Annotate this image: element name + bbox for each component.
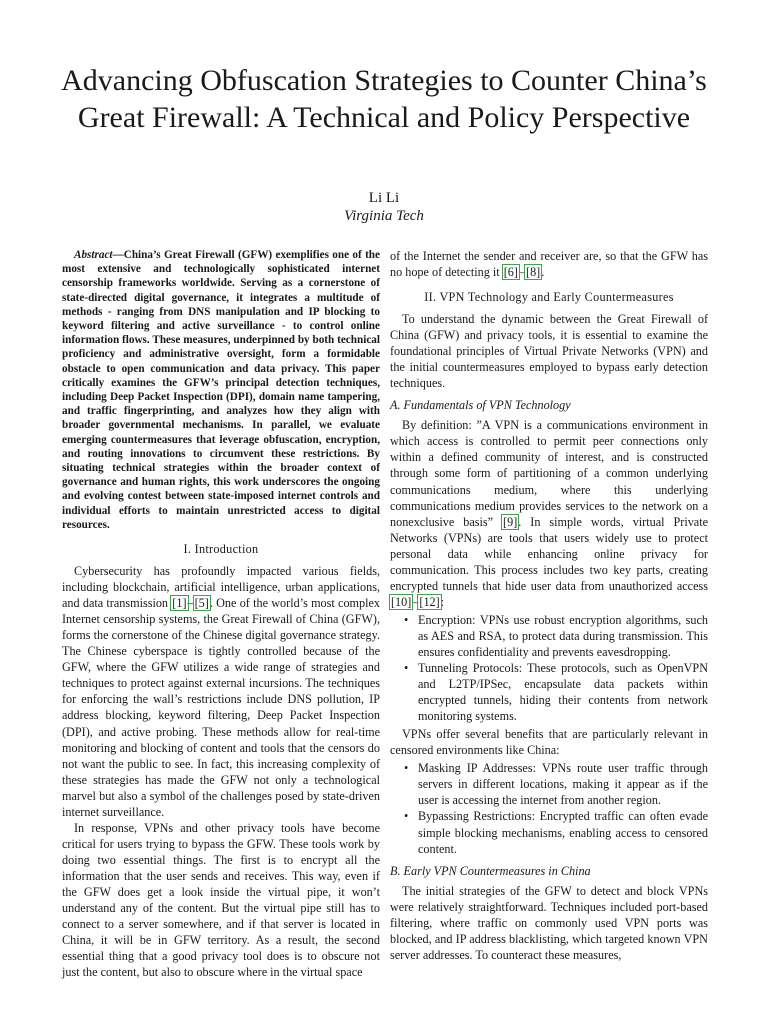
text-run: VPNs offer several benefits that are particularly relevant in censored environments like China: — [390, 727, 708, 758]
subsection-heading-early-countermeasures: B. Early VPN Countermeasures in China — [390, 863, 591, 878]
list-item — [404, 808, 708, 856]
abstract — [62, 248, 380, 532]
text-run: – — [187, 596, 194, 611]
bullet-icon: • — [404, 809, 409, 824]
citation-link[interactable]: [1] — [172, 596, 187, 611]
text-run: Cybersecurity has profoundly impacted various fields, including blockchain, artificial intelligence, urban applications, and data transmission — [62, 564, 380, 611]
text-run: of the Internet the sender and receiver are, so that the GFW has no hope of detecting it — [390, 249, 708, 280]
fundamentals-paragraph-2 — [390, 726, 708, 758]
text-run: To understand the dynamic between the Great Firewall of China (GFW) and privacy tools, it is essential to examine the foundational principles of Virtual Private Networks (VPN) and the initial countermeasures employed to bypass early detection techniques. — [390, 312, 708, 391]
vpn-feature-list — [390, 612, 708, 724]
author-affiliation: Virginia Tech — [344, 208, 424, 224]
author-name: Li Li — [368, 190, 400, 206]
abstract-text: China’s Great Firewall (GFW) exemplifies one of the most extensive and technologically sophisticated internet censorship frameworks worldwide. Serving as a cornerstone of state-directed digital governance, it integrates a multitude of methods - ranging from DNS manipulation and IP blocking to keyword filtering and active surveillance - to control online information flows. These measures, underpinned by both technical proficiency and administrative oversight, form a formidable obstacle to open communication and data privacy. This paper critically examines the GFW’s principal detection techniques, including Deep Packet Inspection (DPI), domain name tampering, and traffic fingerprinting, and analyzes how they align with broader governmental mechanisms. In parallel, we evaluate emerging countermeasures that leverage obfuscation, encryption, and routing innovations to circumvent these restrictions. By situating technical strategies within the broader context of governance and human rights, this work underscores the ongoing and evolving contest between state-imposed internet controls and individual efforts to maintain unrestricted access to digital resources. — [62, 249, 380, 531]
bullet-icon: • — [404, 761, 409, 776]
paper-title: Advancing Obfuscation Strategies to Counter China’s Great Firewall: A Technical and Policy Perspective — [61, 64, 707, 134]
section-heading-vpn-technology: II. VPN Technology and Early Countermeasures — [424, 290, 674, 305]
text-run: – — [518, 265, 526, 280]
list-item-text: Bypassing Restrictions: Encrypted traffic can often evade simple blocking mechanisms, enabling access to censored content. — [418, 809, 708, 856]
citation-link[interactable]: [5] — [194, 596, 209, 611]
list-item-text: Tunneling Protocols: These protocols, such as OpenVPN and L2TP/IPSec, encapsulate data packets within encrypted tunnels, hiding their contents from network monitoring systems. — [418, 661, 708, 724]
section-heading-introduction: I. Introduction — [183, 542, 259, 557]
text-run: . — [541, 265, 545, 280]
intro-paragraph-1 — [62, 563, 380, 820]
citation-link[interactable]: [8] — [526, 265, 541, 280]
intro-paragraph-2-end — [390, 248, 708, 280]
list-item-text: Masking IP Addresses: VPNs route user traffic through servers in different locations, making it appear as if the user is accessing the internet from another region. — [418, 761, 708, 808]
citation-link[interactable]: [9] — [503, 514, 518, 529]
section2-paragraph-1 — [390, 311, 708, 391]
intro-paragraph-2-start — [62, 820, 380, 980]
bullet-icon: • — [404, 612, 409, 627]
bullet-icon: • — [404, 661, 409, 676]
citation-link[interactable]: [10] — [391, 594, 412, 609]
subsection-heading-fundamentals: A. Fundamentals of VPN Technology — [390, 398, 571, 413]
citation-link[interactable]: [6] — [503, 265, 518, 280]
list-item — [404, 660, 708, 724]
vpn-benefit-list — [390, 760, 708, 856]
text-run: The initial strategies of the GFW to detect and block VPNs were relatively straightforward. Techniques included port-based filtering, where traffic on commonly used VPN ports was blocked, and IP address blacklisting, which targeted known VPN server addresses. To counteract these measures, — [390, 883, 708, 962]
abstract-label: Abstract — [74, 249, 113, 261]
countermeasures-paragraph-1 — [390, 883, 708, 963]
text-run: : — [440, 594, 445, 609]
list-item — [404, 612, 708, 660]
list-item — [404, 760, 708, 808]
text-run: In response, VPNs and other privacy tools have become critical for users trying to bypass the GFW. These tools work by doing two essential things. The first is to encrypt all the information that the user sends and receives. This way, even if the GFW does get a look inside the virtual pipe, it won’t understand any of the content. But the virtual pipe still has to connect to a server somewhere, and if that server is located in China, it will be in GFW territory. As a result, the second essential thing that a good privacy tool does is to obscure not just the content, but also to obscure where in the virtual space — [62, 820, 380, 980]
abstract-dash: — — [112, 249, 124, 261]
fundamentals-paragraph-1 — [390, 417, 708, 610]
text-run: – — [412, 594, 419, 609]
text-run: By definition: ”A VPN is a communications environment in which access is controlled to permit peer connections only within a defined community of interest, and is constructed through some form of partitioning of a common underlying communications medium, where this underlying communications medium provides services to the network on a nonexclusive basis” — [390, 418, 708, 529]
text-run: . One of the world’s most complex Internet censorship systems, the Great Firewall of China (GFW), forms the cornerstone of the Chinese digital governance strategy. The Chinese cyberspace is tightly controlled because of the GFW, where the GFW utilizes a wide range of strategies and techniques to protect against external incursions. The techniques for enforcing the wall’s restrictions include DNS pollution, IP address blocking, keyword filtering, Deep Packet Inspection (DPI), and active probing. These methods allow for real-time monitoring and blocking of content and tools that the censors do not want the public to see. In fact, this increasing complexity of these strategies has made the GFW not only a technological marvel but also a symbol of the challenges posed by state-driven internet surveillance. — [62, 596, 381, 819]
list-item-text: Encryption: VPNs use robust encryption algorithms, such as AES and RSA, to protect data during transmission. This ensures confidentiality and prevents eavesdropping. — [418, 612, 708, 659]
citation-link[interactable]: [12] — [419, 594, 440, 609]
text-run: . In simple words, virtual Private Networks (VPNs) are tools that users widely use to protect personal data while enhancing online privacy for communication. This process includes two key parts, creating encrypted tunnels that hide user data from unauthorized access — [390, 514, 709, 593]
left-column — [62, 248, 380, 980]
right-column — [390, 248, 708, 963]
